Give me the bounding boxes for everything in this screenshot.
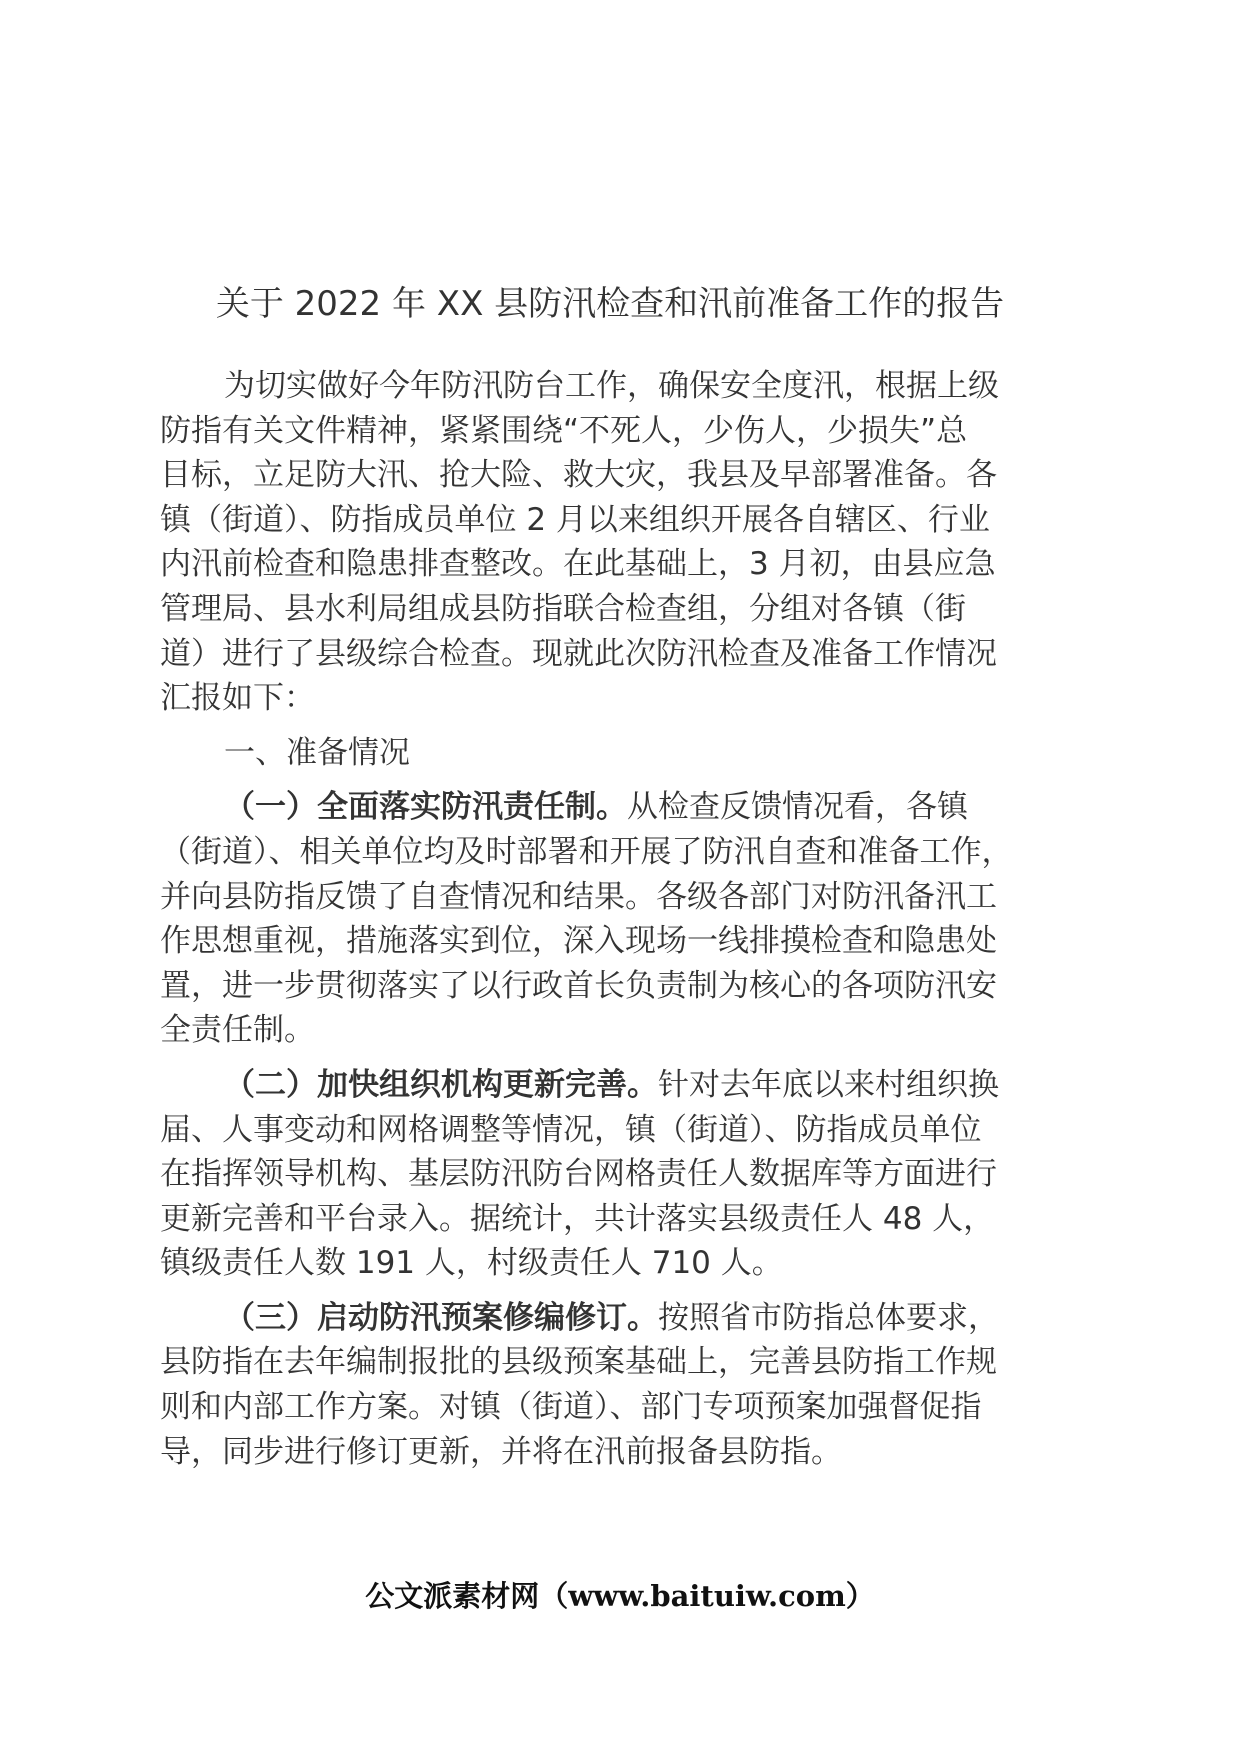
intro-line: 为切实做好今年防汛防台工作，确保安全度汛，根据上级 — [224, 368, 999, 404]
section-3-heading: （三）启动防汛预案修编修订。 — [224, 1299, 658, 1336]
section-3-first-line — [160, 1296, 1080, 1341]
section-2-heading: （二）加快组织机构更新完善。 — [224, 1066, 658, 1103]
section-1-first-line — [160, 785, 1080, 830]
section-1-line: （街道）、相关单位均及时部署和开展了防汛自查和准备工作， — [160, 833, 1013, 870]
intro-line: 防指有关文件精神，紧紧围绕“不死人，少伤人，少损失”总 — [160, 412, 968, 449]
section-heading: 一、准备情况 — [224, 734, 410, 771]
section-2-paragraph — [160, 1063, 1080, 1286]
section-1-line: 并向县防指反馈了自查情况和结果。各级各部门对防汛备汛工 — [160, 878, 997, 915]
section-1-heading: （一）全面落实防汛责任制。 — [224, 789, 627, 826]
footer-url[interactable]: www.baituiw.com — [568, 1579, 846, 1613]
intro-line: 目标，立足防大汛、抢大险、救大灾，我县及早部署准备。各 — [160, 457, 997, 494]
section-1-line: 置，进一步贯彻落实了以行政首长负责制为核心的各项防汛安 — [160, 967, 997, 1004]
section-1-text: 从检查反馈情况看，各镇 — [627, 789, 968, 826]
section-2-line: 更新完善和平台录入。据统计，共计落实县级责任人 48 人， — [160, 1200, 995, 1237]
section-heading-block — [160, 731, 1080, 776]
intro-line: 镇（街道）、防指成员单位 2 月以来组织开展各自辖区、行业 — [160, 501, 990, 538]
section-3-text: 按照省市防指总体要求， — [658, 1299, 999, 1336]
intro-paragraph — [160, 364, 1080, 721]
section-2-line: 镇级责任人数 191 人，村级责任人 710 人。 — [160, 1245, 783, 1282]
intro-line: 内汛前检查和隐患排查整改。在此基础上，3 月初，由县应急 — [160, 546, 996, 583]
section-3-line: 导，同步进行修订更新，并将在汛前报备县防指。 — [160, 1433, 842, 1470]
document-body — [160, 364, 1080, 1474]
section-2-first-line — [160, 1063, 1080, 1108]
section-3-line: 则和内部工作方案。对镇（街道）、部门专项预案加强督促指 — [160, 1389, 982, 1426]
footer-close-paren: ） — [845, 1579, 875, 1613]
section-1-paragraph — [160, 785, 1080, 1053]
intro-line: 管理局、县水利局组成县防指联合检查组，分组对各镇（街 — [160, 590, 966, 627]
footer-site-name: 公文派素材网 — [365, 1579, 540, 1613]
section-1-line: 全责任制。 — [160, 1012, 315, 1049]
footer-open-paren: （ — [539, 1579, 569, 1613]
section-3-paragraph — [160, 1296, 1080, 1474]
section-2-line: 届、人事变动和网格调整等情况，镇（街道）、防指成员单位 — [160, 1111, 982, 1148]
section-2-line: 在指挥领导机构、基层防汛防台网格责任人数据库等方面进行 — [160, 1156, 997, 1193]
section-2-text: 针对去年底以来村组织换 — [658, 1066, 999, 1103]
footer-watermark — [160, 1574, 1080, 1618]
section-1-line: 作思想重视，措施落实到位，深入现场一线排摸检查和隐患处 — [160, 923, 997, 960]
intro-line: 汇报如下： — [160, 680, 315, 717]
section-3-line: 县防指在去年编制报批的县级预案基础上，完善县防指工作规 — [160, 1344, 997, 1381]
intro-line: 道）进行了县级综合检查。现就此次防汛检查及准备工作情况 — [160, 635, 997, 672]
document-title: 关于 2022 年 XX 县防汛检查和汛前准备工作的报告 — [215, 284, 1005, 324]
